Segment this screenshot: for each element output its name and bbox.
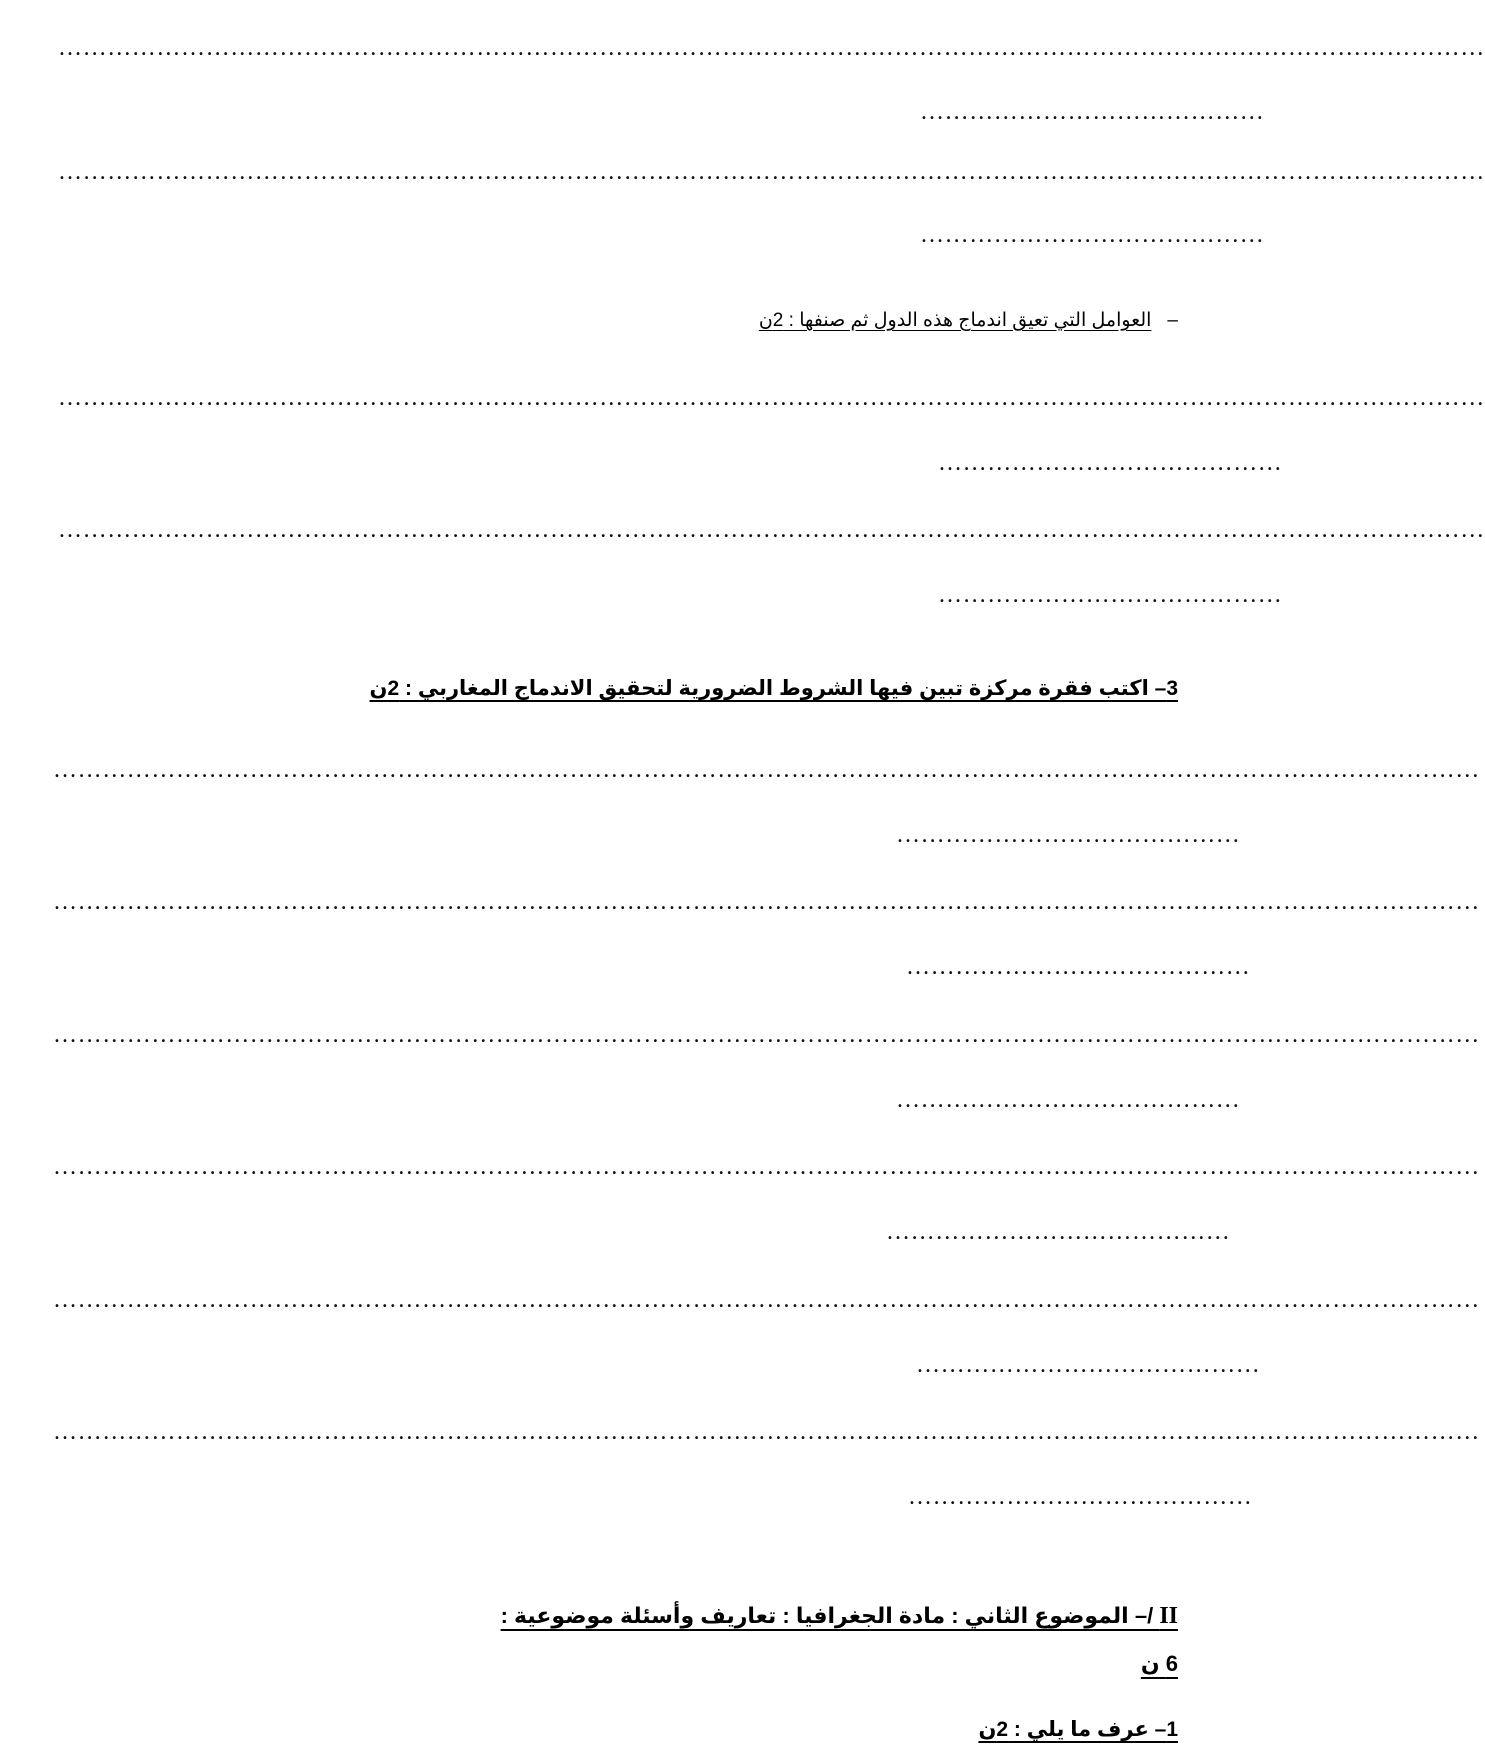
answer-line: ………………………………………………………………………………………………………………………………………………………… [53,1419,1480,1445]
answer-line-short: …………………………………… [916,1352,1261,1378]
answer-line: ………………………………………………………………………………………………………………………………………………………… [58,35,1485,61]
answer-line-short: …………………………………… [896,822,1241,848]
answer-line-short: …………………………………… [920,222,1265,248]
answer-line: ………………………………………………………………………………………………………………………………………………………… [58,517,1485,543]
subpoint-obstacles [759,309,1178,332]
answer-line-short: …………………………………… [938,582,1283,608]
answer-line: ………………………………………………………………………………………………………………………………………………………… [53,757,1480,783]
answer-line: ………………………………………………………………………………………………………………………………………………………… [53,1154,1480,1180]
answer-line-short: …………………………………… [886,1219,1231,1245]
list-dash: – [1167,310,1178,331]
answer-line: ………………………………………………………………………………………………………………………………………………………… [53,889,1480,915]
answer-line-short: …………………………………… [920,99,1265,125]
answer-line: ………………………………………………………………………………………………………………………………………………………… [53,1022,1480,1048]
answer-line: ………………………………………………………………………………………………………………………………………………………… [58,385,1485,411]
subpoint-obstacles-text: العوامل التي تعيق اندماج هذه الدول ثم صنفها : 2ن [758,310,1152,331]
answer-line-short: …………………………………… [906,954,1251,980]
section-2-roman: II [1159,1603,1178,1629]
question-1-heading: 1– عرف ما يلي : 2ن [978,1718,1178,1741]
section-2-heading [501,1603,1178,1630]
answer-line-short: …………………………………… [908,1484,1253,1510]
answer-line-short: …………………………………… [896,1087,1241,1113]
section-2-title: /– الموضوع الثاني : مادة الجغرافيا : تعاريف وأسئلة موضوعية : [500,1603,1160,1628]
answer-line: ………………………………………………………………………………………………………………………………………………………… [53,1287,1480,1313]
section-2-points: 6 ن [1140,1651,1178,1676]
answer-line-short: …………………………………… [938,450,1283,476]
answer-line: ………………………………………………………………………………………………………………………………………………………… [58,159,1485,185]
question-3-heading: 3– اكتب فقرة مركزة تبين فيها الشروط الضرورية لتحقيق الاندماج المغاربي : 2ن [369,677,1178,700]
